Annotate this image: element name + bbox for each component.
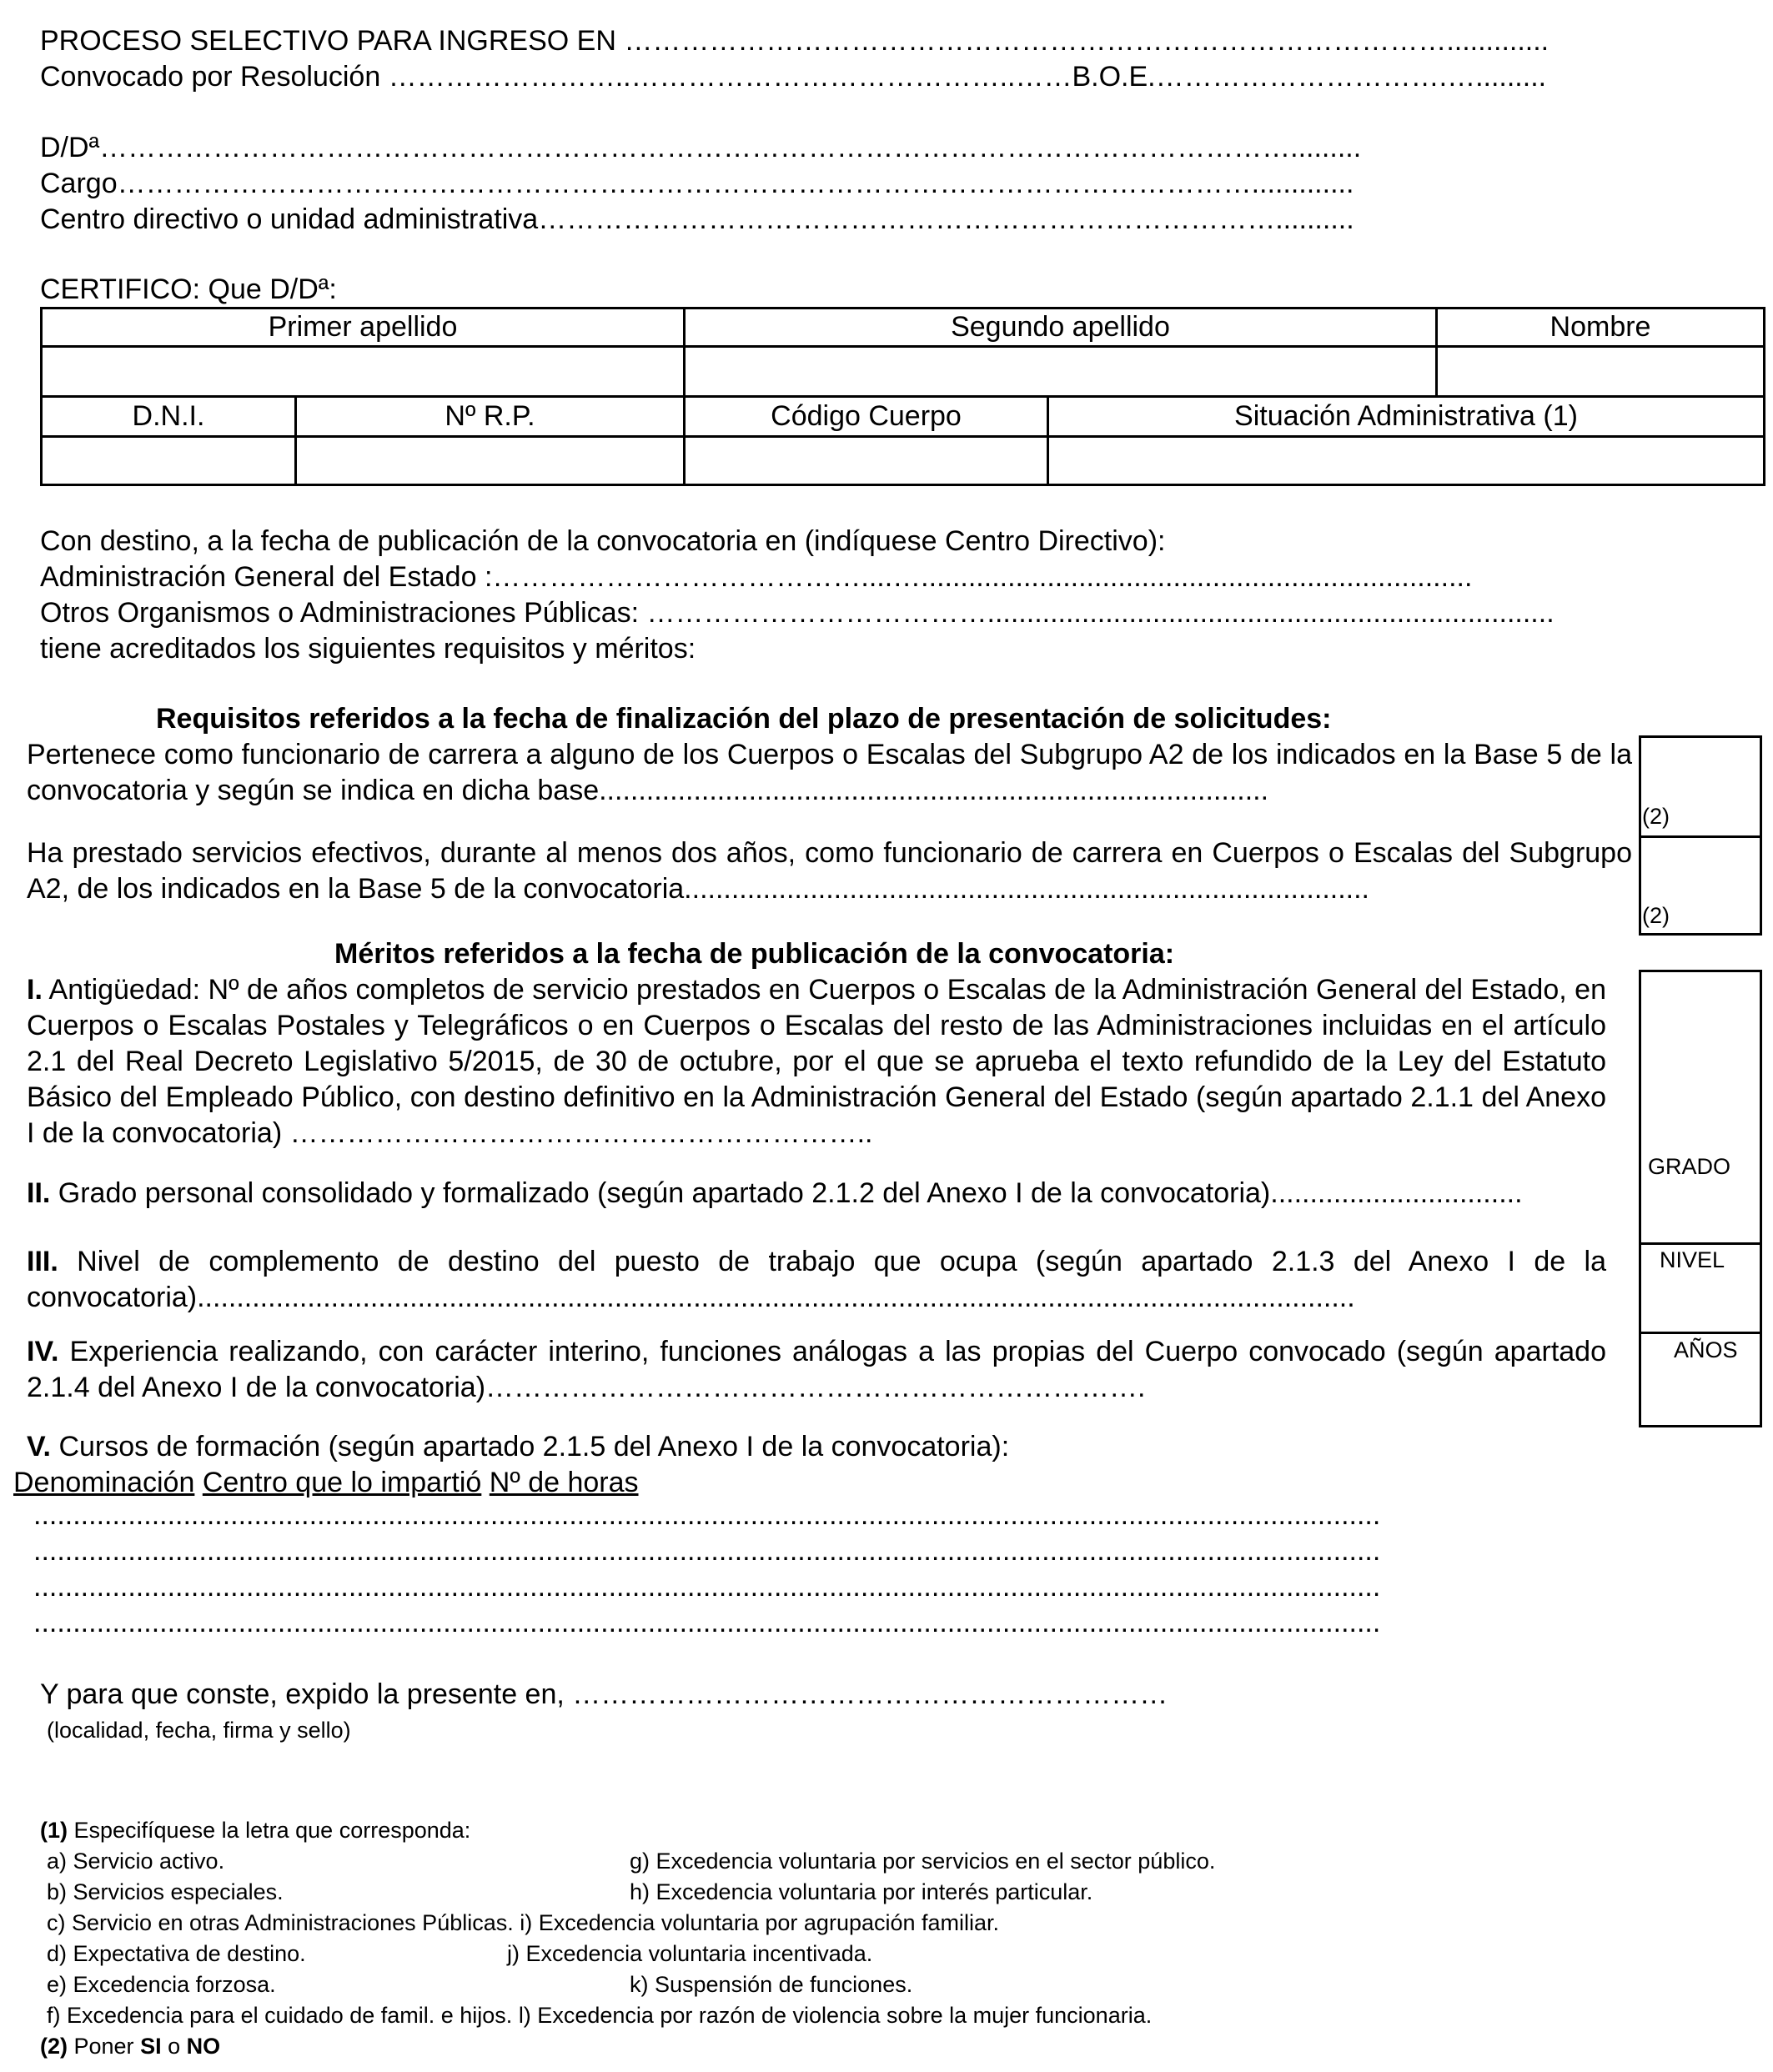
certifico-label: CERTIFICO: Que D/Dª:: [40, 273, 337, 305]
closing-line: Y para que conste, expido la presente en, ………………………………………………………: [40, 1678, 1168, 1710]
boe-text: ………………………….….........: [1155, 61, 1547, 93]
note-2: [40, 2035, 220, 2058]
note-2-or: o: [161, 2034, 187, 2059]
requisitos-heading: Requisitos referidos a la fecha de finalización del plazo de presentación de solicitudes:: [156, 703, 1332, 735]
note-1-text: Especifíquese la letra que corresponda:: [68, 1818, 471, 1843]
note-1-label: (1): [40, 1818, 68, 1843]
merito-iii-label: III.: [27, 1246, 58, 1277]
merito-iv-label: IV.: [27, 1336, 59, 1367]
note-b: b) Servicios especiales.: [47, 1879, 284, 1904]
merito-v-label: V.: [27, 1431, 52, 1462]
requisito-1-mark: (2): [1642, 804, 1670, 829]
nivel-label: NIVEL: [1660, 1247, 1725, 1272]
field-dni[interactable]: [42, 437, 296, 485]
note-2-text: Poner: [68, 2034, 141, 2059]
curso-dots-row[interactable]: ...........................................................................................................................................................................: [33, 1571, 1381, 1603]
note-a: a) Servicio activo.: [47, 1849, 225, 1874]
col-primer-apellido: Primer apellido: [42, 309, 685, 347]
destino-otros: Otros Organismos o Administraciones Públicas: ………………………………........................................................................: [40, 597, 1555, 629]
closing-sub: (localidad, fecha, firma y sello): [47, 1718, 351, 1743]
note-c-i: c) Servicio en otras Administraciones Públicas. i) Excedencia voluntaria por agrupación familiar.: [47, 1910, 1000, 1935]
field-nrp[interactable]: [296, 437, 685, 485]
destino-line-4: tiene acreditados los siguientes requisitos y méritos:: [40, 633, 696, 665]
merito-i-label: I.: [27, 974, 43, 1006]
col-situacion: Situación Administrativa (1): [1048, 397, 1765, 437]
destino-age: Administración General del Estado :…………………………………....…......................................................................: [40, 561, 1473, 593]
col-segundo-apellido: Segundo apellido: [685, 309, 1437, 347]
field-primer-apellido[interactable]: [42, 347, 685, 397]
anos-label: AÑOS: [1674, 1337, 1738, 1362]
note-d: d) Expectativa de destino.: [47, 1941, 306, 1966]
merito-i: [27, 972, 1606, 1151]
dd-line: D/Dª……………………………………………………………………………………………………………….........: [40, 132, 1362, 163]
col-denominacion: Denominación: [13, 1467, 195, 1498]
curso-dots-row[interactable]: ...........................................................................................................................................................................: [33, 1535, 1381, 1567]
merito-i-text: Antigüedad: Nº de años completos de servicio prestados en Cuerpos o Escalas de la Administración General del Estado, en Cuerpos o Escalas Postales y Telegráficos o en Cuerpos o Escalas del resto de las Administraciones incluidas en el artículo 2.1 del Real Decreto Legislativo 5/2015, de 30 de octubre, por el que se aprueba el texto refundido de la Ley del Estatuto Básico del Empleado Público, con destino definitivo en la Administración General del Estado (según apartado 2.1.1 del Anexo I de la convocatoria) ……………………………………………………..: [27, 974, 1606, 1149]
admin-table: [40, 395, 1765, 486]
note-2-label: (2): [40, 2034, 68, 2059]
note-e: e) Excedencia forzosa.: [47, 1972, 276, 1997]
note-2-no: NO: [186, 2034, 221, 2059]
merito-ii-label: II.: [27, 1177, 51, 1209]
merito-iv-text: Experiencia realizando, con carácter interino, funciones análogas a las propias del Cuerpo convocado (según apartado 2.1.4 del Anexo I de la convocatoria)…………………………………………………………….: [27, 1336, 1606, 1403]
note-1-heading: [40, 1819, 470, 1842]
meritos-heading: Méritos referidos a la fecha de publicación de la convocatoria:: [334, 938, 1175, 970]
curso-dots-row[interactable]: ...........................................................................................................................................................................: [33, 1607, 1381, 1638]
convocado-text: Convocado por Resolución ……………………..…………………………………..……B.O.E.: [40, 61, 1156, 93]
field-segundo-apellido[interactable]: [685, 347, 1437, 397]
names-table: [40, 307, 1765, 398]
requisito-2: Ha prestado servicios efectivos, durante al menos dos años, como funcionario de carrera en Cuerpos o Escalas del Subgrupo A2, de los indicados en la Base 5 de la convocatoria.......................................................................................: [27, 837, 1632, 905]
requisito-2-mark: (2): [1642, 903, 1670, 928]
field-nombre[interactable]: [1437, 347, 1765, 397]
merito-iv: [27, 1334, 1606, 1406]
merito-ii-text: Grado personal consolidado y formalizado (según apartado 2.1.2 del Anexo I de la convocatoria)................................: [50, 1177, 1523, 1209]
note-g: g) Excedencia voluntaria por servicios en el sector público.: [630, 1849, 1216, 1874]
note-j: j) Excedencia voluntaria incentivada.: [507, 1941, 873, 1966]
merito-v: [27, 1432, 1009, 1461]
col-dni: D.N.I.: [42, 397, 296, 437]
note-k: k) Suspensión de funciones.: [630, 1972, 913, 1997]
col-codigo-cuerpo: Código Cuerpo: [685, 397, 1048, 437]
col-nombre: Nombre: [1437, 309, 1765, 347]
col-centro: Centro que lo impartió: [202, 1467, 482, 1498]
grado-label: GRADO: [1648, 1154, 1731, 1179]
convocado-line: [40, 63, 1546, 91]
curso-dots-row[interactable]: ...........................................................................................................................................................................: [33, 1499, 1381, 1531]
centro-line: Centro directivo o unidad administrativa……………………………………………………………………..........: [40, 203, 1354, 235]
note-h: h) Excedencia voluntaria por interés particular.: [630, 1879, 1093, 1904]
merito-ii: [27, 1179, 1523, 1207]
destino-line-1: Con destino, a la fecha de publicación de la convocatoria en (indíquese Centro Directivo):: [40, 525, 1166, 557]
cargo-line: Cargo………………………………………………………………………………………………………….............: [40, 168, 1354, 199]
note-2-si: SI: [140, 2034, 162, 2059]
field-situacion[interactable]: [1048, 437, 1765, 485]
col-nrp: Nº R.P.: [296, 397, 685, 437]
field-codigo-cuerpo[interactable]: [685, 437, 1048, 485]
cursos-header: [13, 1468, 639, 1497]
col-horas: Nº de horas: [489, 1467, 639, 1498]
requisito-1: Pertenece como funcionario de carrera a alguno de los Cuerpos o Escalas del Subgrupo A2 de los indicados en la Base 5 de la convocatoria y según se indica en dicha base.....................................................................................: [27, 739, 1632, 806]
merito-v-text: Cursos de formación (según apartado 2.1.5 del Anexo I de la convocatoria):: [51, 1431, 1010, 1462]
merito-iii: [27, 1244, 1606, 1316]
note-f-l: f) Excedencia para el cuidado de famil. e hijos. l) Excedencia por razón de violencia sobre la mujer funcionaria.: [47, 2003, 1153, 2028]
merito-iii-text: Nivel de complemento de destino del puesto de trabajo que ocupa (según apartado 2.1.3 del Anexo I de la convocatoria)...................................................................................................................................................: [27, 1246, 1606, 1313]
proceso-line: PROCESO SELECTIVO PARA INGRESO EN …………………………………………………………………………….............: [40, 25, 1549, 57]
